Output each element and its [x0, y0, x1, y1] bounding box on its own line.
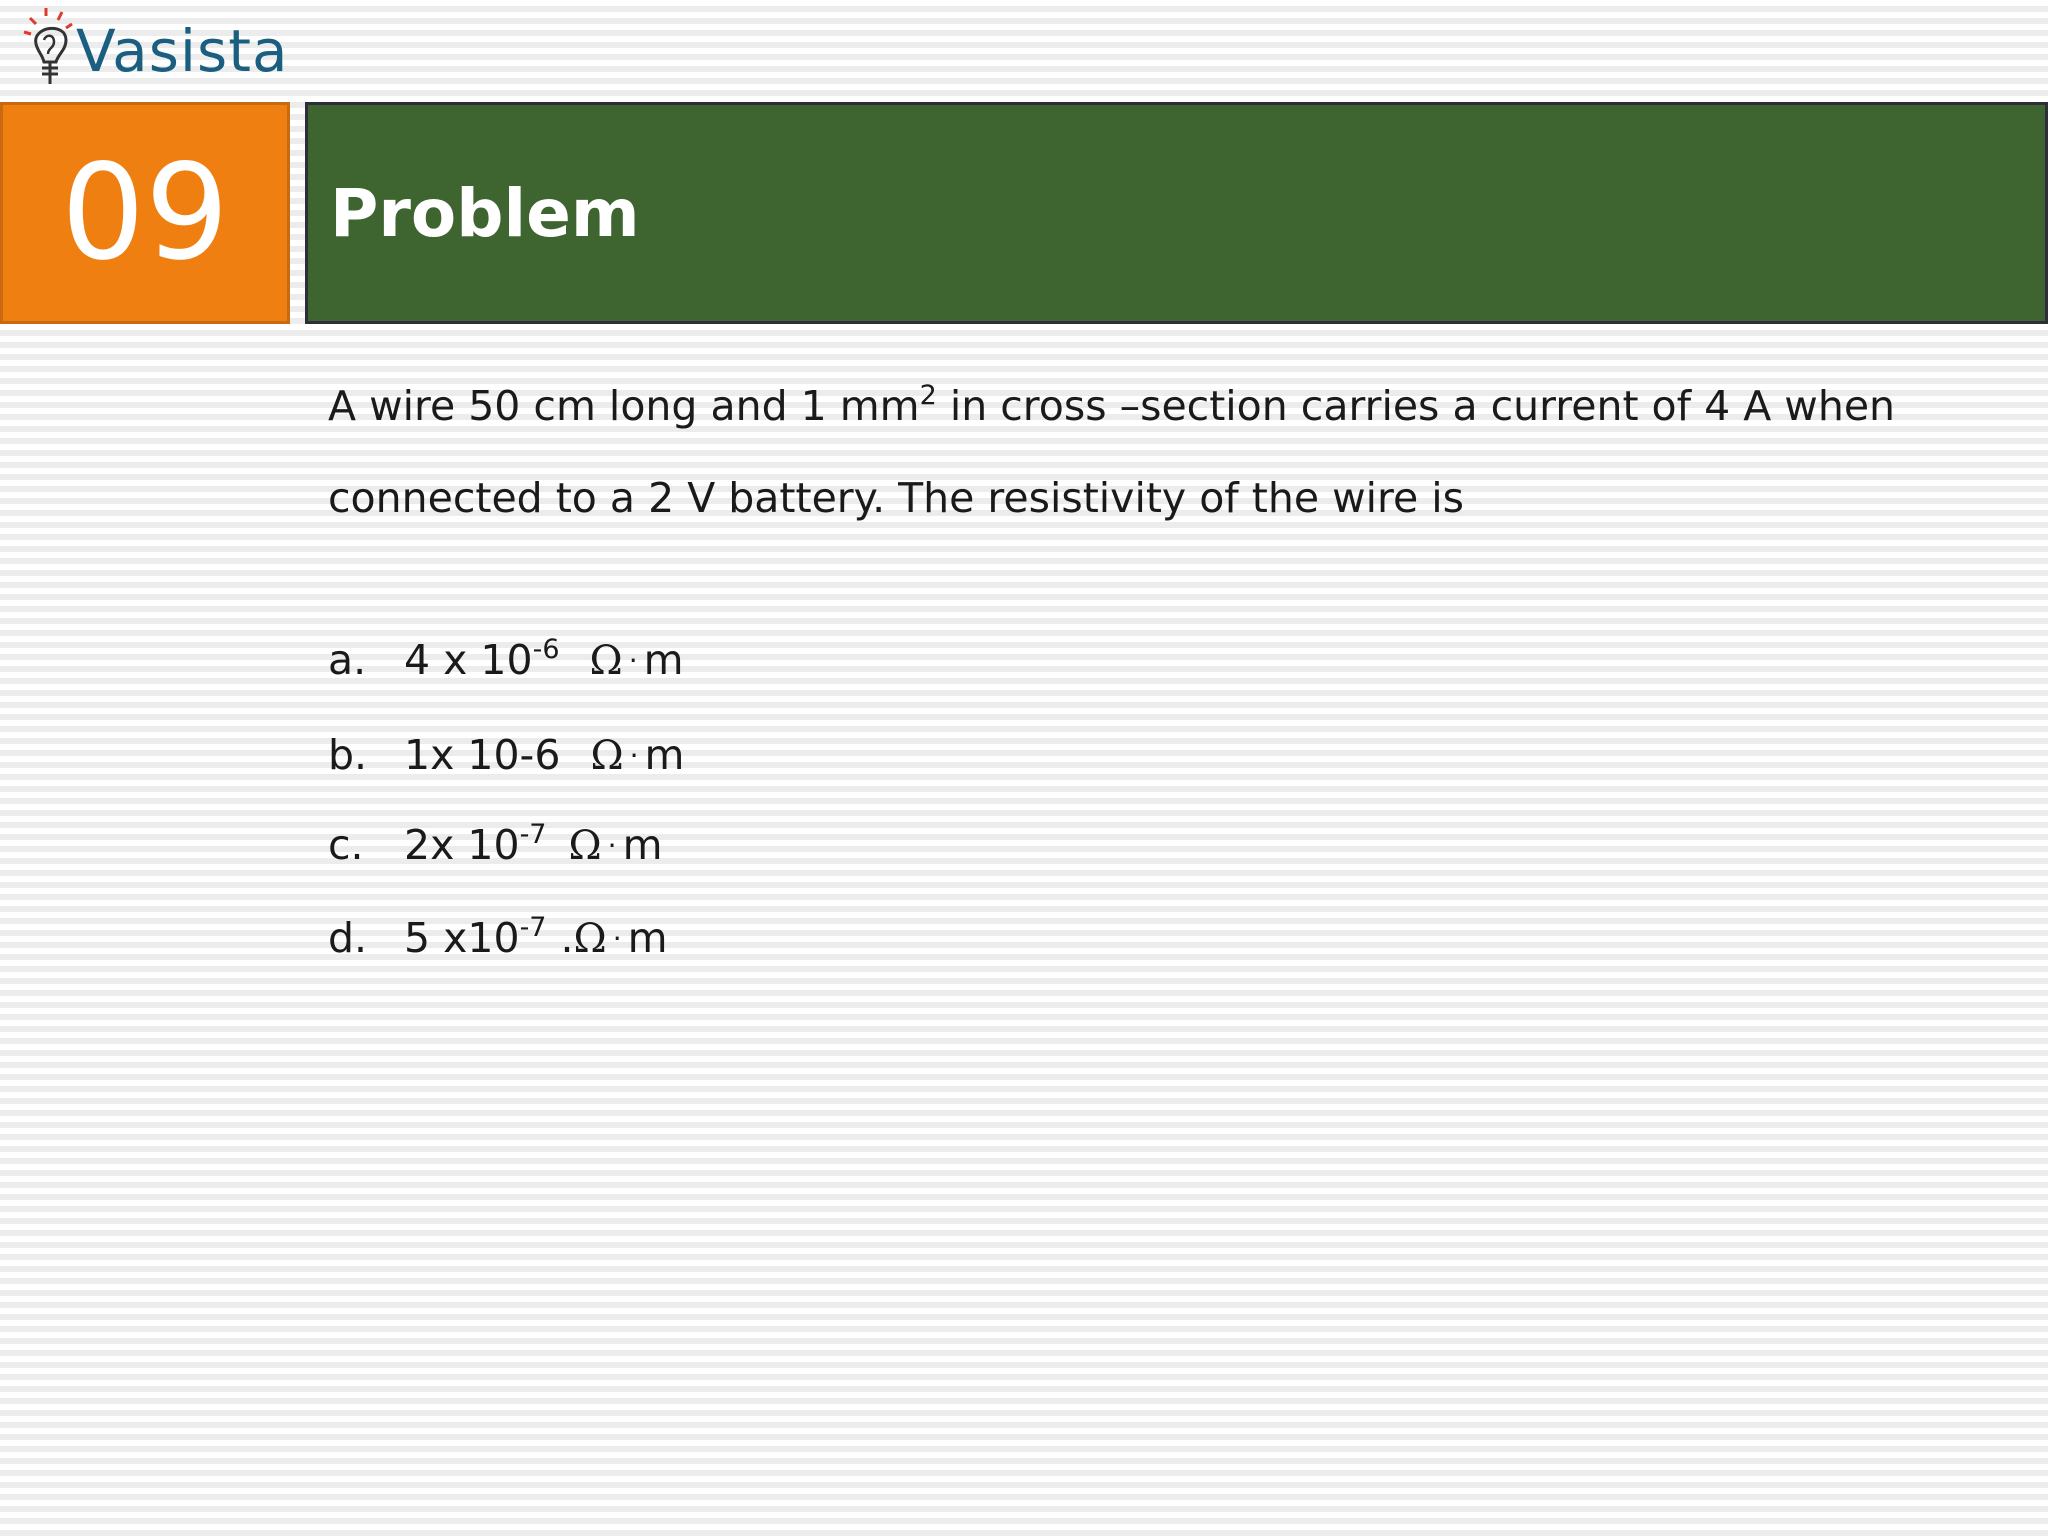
- option-value: 5 x10: [404, 914, 520, 962]
- title-bar: [305, 102, 2048, 324]
- option-c: c. 2x $10^{-7}$ Ω · m: [328, 819, 663, 869]
- option-unit: m: [644, 731, 685, 779]
- slide-title: Problem: [330, 175, 640, 252]
- option-value: 1x 10-6: [404, 731, 561, 779]
- option-letter: b.: [328, 731, 368, 779]
- ohm-symbol: Ω: [589, 638, 623, 684]
- option-unit: m: [627, 914, 668, 962]
- question-superscript: 2: [919, 380, 937, 411]
- option-exponent: -6: [532, 634, 560, 665]
- ohm-symbol: Ω: [573, 916, 607, 962]
- option-letter: a.: [328, 636, 367, 684]
- slide-number-box: [0, 102, 290, 324]
- question-part-2: in cross –section carries a current of 4 A when connected to a 2 V battery. The resistivity of the wire is: [328, 382, 1896, 522]
- question-text: [328, 360, 2028, 544]
- option-exponent: -7: [519, 819, 547, 850]
- ohm-symbol: Ω: [568, 823, 602, 869]
- vasista-logo: [22, 4, 292, 96]
- option-b: b. 1x 10-6 Ω · m: [328, 731, 685, 779]
- logo-text: Vasista: [76, 17, 289, 85]
- option-value: 4 x 10: [404, 636, 533, 684]
- option-unit: m: [643, 636, 684, 684]
- option-pre-unit: .: [560, 914, 574, 962]
- option-letter: c.: [328, 821, 364, 869]
- option-letter: d.: [328, 914, 368, 962]
- option-value: 2x 10: [404, 821, 520, 869]
- ohm-symbol: Ω: [590, 733, 624, 779]
- question-part-1: A wire 50 cm long and 1 mm: [328, 382, 920, 430]
- option-a: a. 4 x $10^{-6}$ Ω · m: [328, 634, 684, 684]
- option-exponent: -7: [519, 912, 547, 943]
- option-unit: m: [622, 821, 663, 869]
- option-d: d. 5 $x10^{-7}$ .Ω · m: [328, 912, 668, 962]
- lightbulb-icon: [22, 4, 82, 96]
- slide-number: 09: [61, 136, 229, 290]
